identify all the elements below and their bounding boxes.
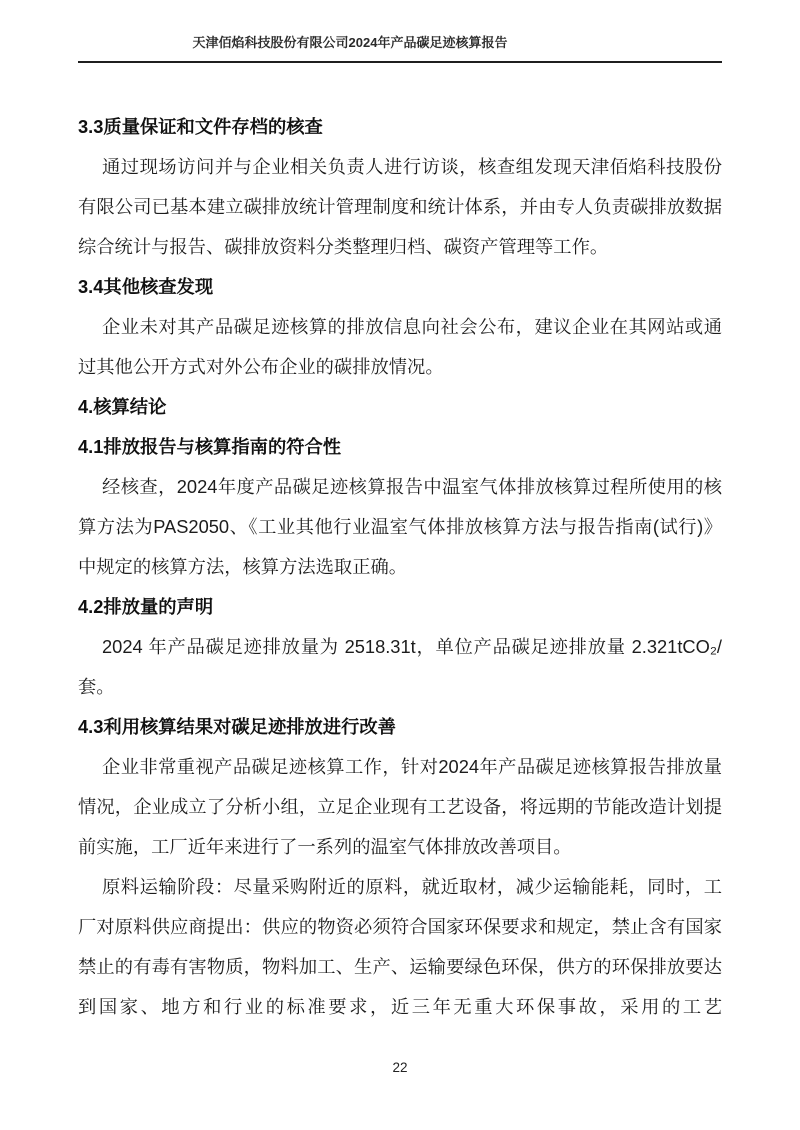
header-rule [78,61,722,63]
section-heading-4-3: 4.3利用核算结果对碳足迹排放进行改善 [78,716,396,737]
paragraph-other-findings: 企业未对其产品碳足迹核算的排放信息向社会公布，建议企业在其网站或通过其他公开方式对外公布企业的碳排放情况。 [78,316,722,377]
page-header-title: 天津佰焰科技股份有限公司2024年产品碳足迹核算报告 [192,35,508,50]
page-footer [0,1058,800,1078]
paragraph-improvement-plan: 企业非常重视产品碳足迹核算工作，针对2024年产品碳足迹核算报告排放量情况，企业成立了分析小组，立足企业现有工艺设备，将远期的节能改造计划提前实施，工厂近年来进行了一系列的温室气体排放改善项目。 [78,756,722,857]
paragraph-quality-assurance: 通过现场访问并与企业相关负责人进行访谈，核查组发现天津佰焰科技股份有限公司已基本建立碳排放统计管理制度和统计体系，并由专人负责碳排放数据综合统计与报告、碳排放资料分类整理归档、碳资产管理等工作。 [78,156,722,257]
section-heading-4-2: 4.2排放量的声明 [78,596,214,617]
paragraph-methodology-conformity: 经核查，2024年度产品碳足迹核算报告中温室气体排放核算过程所使用的核算方法为PAS2050、《工业其他行业温室气体排放核算方法与报告指南(试行)》中规定的核算方法，核算方法选取正确。 [78,476,722,577]
page-number: 22 [392,1060,408,1075]
section-heading-4-1: 4.1排放报告与核算指南的符合性 [78,436,342,457]
section-heading-3-3: 3.3质量保证和文件存档的核查 [78,116,323,137]
paragraph-emission-statement: 2024 年产品碳足迹排放量为 2518.31t，单位产品碳足迹排放量 2.321tCO₂/套。 [78,636,722,697]
section-heading-3-4: 3.4其他核查发现 [78,276,214,297]
paragraph-raw-material-transport: 原料运输阶段：尽量采购附近的原料，就近取材，减少运输能耗，同时，工厂对原料供应商提出：供应的物资必须符合国家环保要求和规定，禁止含有国家禁止的有毒有害物质，物料加工、生产、运输要绿色环保，供方的环保排放要达到国家、地方和行业的标准要求，近三年无重大环保事故，采用的工艺 [78,876,722,1017]
section-heading-4: 4.核算结论 [78,396,167,417]
document-body [78,107,722,1027]
